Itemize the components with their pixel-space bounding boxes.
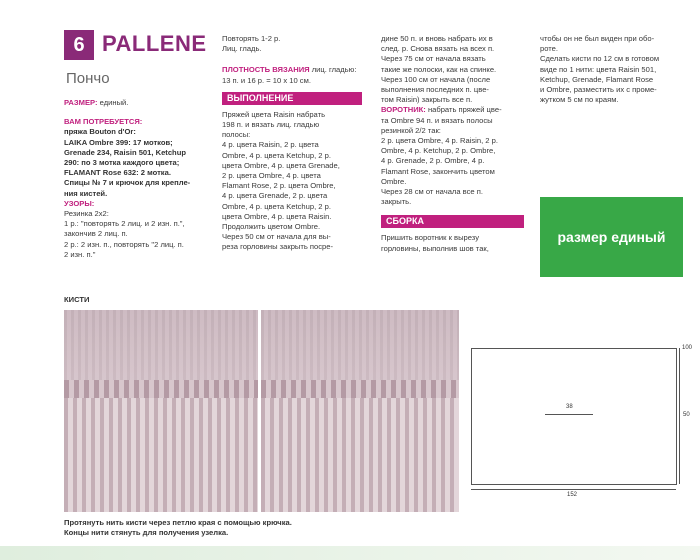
poncho-schematic (471, 348, 677, 485)
back-text: дине 50 п. и вновь набрать их в след. р. Снова вязать на всех п. Через 75 см от начала вязать такие же полоски, как на спинке. Через 100 см от начала (после выполнения последних п. цве- том Raisin) закрыть все п. (381, 34, 497, 105)
collar-line (381, 105, 531, 207)
column-3 (381, 34, 531, 254)
neck-dimension: 38 (566, 404, 573, 410)
assembly-heading: СБОРКА (381, 215, 524, 228)
knit-edge (64, 380, 258, 398)
size-label: РАЗМЕР: (64, 98, 98, 107)
width-dimension: 152 (567, 492, 578, 498)
fringe-photo-1 (64, 310, 258, 512)
width-dimension-line (471, 489, 676, 490)
pattern-number: 6 (64, 30, 94, 60)
collar-text: набрать пряжей цве- та Ombre 94 п. и вязать полосы резинкой 2/2 так: 2 р. цвета Ombre, 4 р. Raisin, 2 р. Ombre, 4 р. Ketchup, 2 р. Ombre, 4 р. Grenade, 2 р. Ombre, 4 р. Flamant Rose, закончить цветом Ombre. Через 28 см от начала все п. закрыть. (381, 105, 502, 207)
density-inline: лиц. гладью: (309, 65, 357, 75)
height-half-dimension: 50 (683, 412, 690, 418)
fringe-strands (261, 398, 459, 512)
pattern-subtitle: Пончо (66, 70, 110, 87)
density-line (222, 65, 372, 75)
height-total-dimension: 100 (682, 345, 693, 351)
fringe-photo-2 (261, 310, 459, 512)
patterns-text: Резинка 2x2: 1 р.: "повторять 2 лиц. и 2 изн. п.", закончив 2 лиц. п. 2 р.: 2 изн. п., повторять "2 лиц. п. 2 изн. п." (64, 209, 185, 259)
execution-heading: ВЫПОЛНЕНИЕ (222, 92, 362, 105)
patterns-heading: УЗОРЫ: (64, 198, 95, 208)
footer-strip (0, 546, 700, 560)
collar-heading: ВОРОТНИК: (381, 105, 426, 115)
size-line (64, 98, 214, 108)
assembly-text: Пришить воротник к вырезу горловины, выполнив шов так, (381, 233, 489, 253)
execution-text: Пряжей цвета Raisin набрать 198 п. и вязать лиц. гладью полосы: 4 р. цвета Raisin, 2 р. цвета Ombre, 4 р. цвета Ketchup, 2 р. цвета Ombre, 4 р. цвета Grenade, 2 р. цвета Ombre, 4 р. цвета Flamant Rose, 2 р. цвета Ombre, 4 р. цвета Grenade, 2 р. цвета Ombre, 4 р. цвета Ketchup, 2 р. цвета Ombre, 4 р. цвета Raisin. Продолжить цветом Ombre. Через 50 см от начала для вы- реза горловины закрыть посре- (222, 109, 340, 252)
density-heading: ПЛОТНОСТЬ ВЯЗАНИЯ (222, 65, 310, 75)
size-badge: размер единый (540, 197, 683, 277)
density-value: 13 п. и 16 р. = 10 x 10 см. (222, 75, 311, 85)
column-2 (222, 34, 372, 253)
photos-label: КИСТИ (64, 295, 90, 304)
repeat-text: Повторять 1-2 р. Лиц. гладь. (222, 34, 281, 54)
knit-edge (261, 380, 459, 398)
column-4 (540, 34, 690, 105)
height-dimension-line (679, 348, 680, 484)
materials-text: пряжа Bouton d'Or: LAIKA Ombre 399: 17 мотков; Grenade 234, Raisin 501, Ketchup 290: по 3 мотка каждого цвета; FLAMANT Rose 632: 2 мотка. Спицы № 7 и крючок для крепле- ния кистей. (64, 127, 191, 198)
neck-line (545, 414, 593, 415)
column-1 (64, 98, 214, 260)
pattern-title: PALLENE (102, 31, 207, 56)
fringe-strands (64, 398, 258, 512)
finishing-text: чтобы он не был виден при обо- роте. Сделать кисти по 12 см в готовом виде по 1 нити: цвета Raisin 501, Ketchup, Grenade, Flamant Rose и Ombre, разместить их с проме- жутком 5 см по краям. (540, 34, 660, 105)
photos-caption: Протянуть нить кисти через петлю края с помощью крючка. Концы нити стянуть для получения узелка. (64, 518, 292, 538)
size-value: единый. (97, 98, 129, 107)
materials-heading: ВАМ ПОТРЕБУЕТСЯ: (64, 117, 143, 127)
